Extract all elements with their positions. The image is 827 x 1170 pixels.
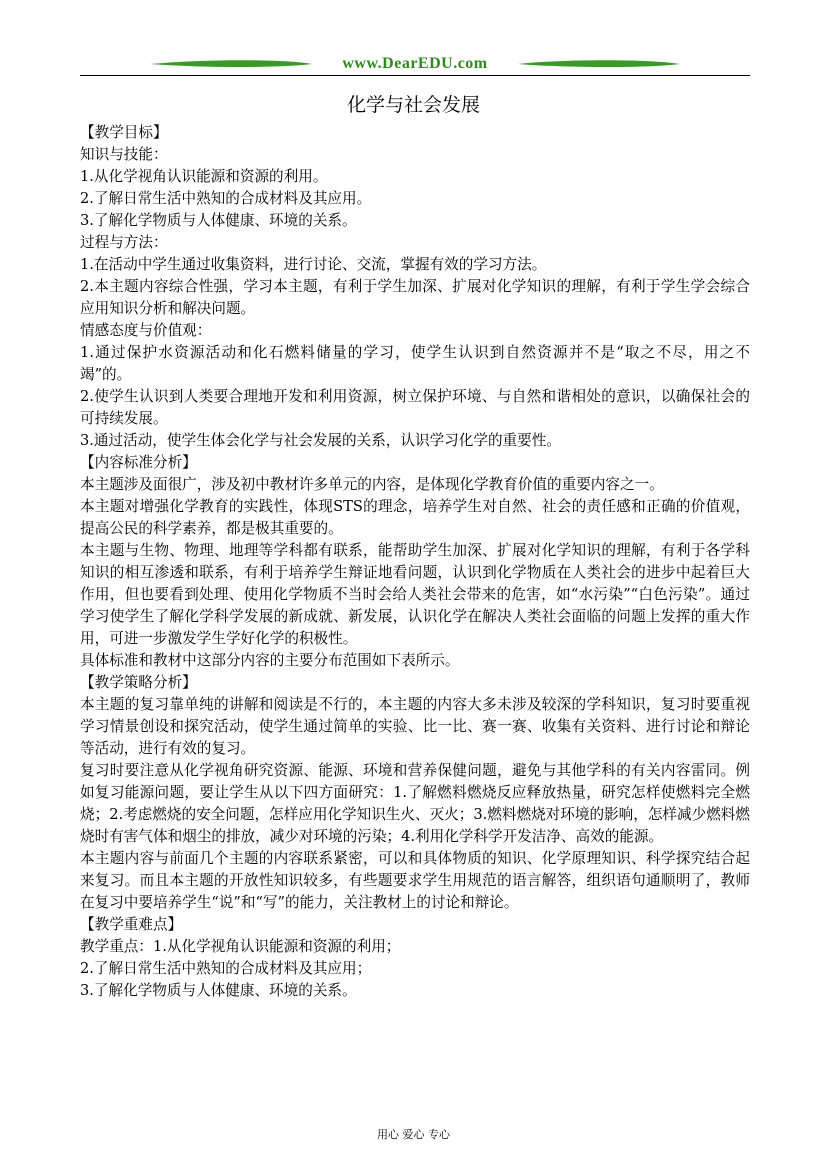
paragraph: 情感态度与价值观： bbox=[80, 322, 212, 339]
paragraph: 【教学策略分析】 bbox=[80, 674, 197, 691]
paragraph: 【教学重难点】 bbox=[80, 916, 183, 933]
paragraph: 1.通过保护水资源活动和化石燃料储量的学习，使学生认识到自然资源并不是“取之不尽，用之不竭”的。 bbox=[80, 344, 750, 383]
paragraph: 本主题对增强化学教育的实践性，体现STS的理念，培养学生对自然、社会的责任感和正确的价值观，提高公民的科学素养，都是极其重要的。 bbox=[80, 498, 750, 537]
paragraph: 教学重点：1.从化学视角认识能源和资源的利用； bbox=[80, 938, 401, 955]
paragraph: 具体标准和教材中这部分内容的主要分布范围如下表所示。 bbox=[80, 652, 460, 669]
paragraph: 知识与技能： bbox=[80, 146, 168, 163]
paragraph: 复习时要注意从化学视角研究资源、能源、环境和营养保健问题，避免与其他学科的有关内容雷同。例如复习能源问题，要让学生从以下四方面研究：1.了解燃料燃烧反应释放热量，研究怎样使燃料完全燃烧；2.考虑燃烧的安全问题，怎样应用化学知识生火、灭火；3.燃料燃烧对环境的影响，怎样减少燃料燃烧时有害气体和烟尘的排放，减少对环境的污染；4.利用化学科学开发洁净、高效的能源。 bbox=[80, 762, 750, 845]
paragraph: 本主题内容与前面几个主题的内容联系紧密，可以和具体物质的知识、化学原理知识、科学探究结合起来复习。而且本主题的开放性知识较多，有些题要求学生用规范的语言解答，组织语句通顺明了，教师在复习中要培养学生“说”和“写”的能力，关注教材上的讨论和辩论。 bbox=[80, 850, 750, 911]
page-title: 化学与社会发展 bbox=[346, 94, 480, 116]
paragraph: 1.在活动中学生通过收集资料，进行讨论、交流，掌握有效的学习方法。 bbox=[80, 256, 547, 273]
paragraph: 3.了解化学物质与人体健康、环境的关系。 bbox=[80, 212, 357, 229]
header-divider bbox=[80, 75, 750, 76]
paragraph: 3.通过活动，使学生体会化学与社会发展的关系，认识学习化学的重要性。 bbox=[80, 432, 561, 449]
paragraph: 1.从化学视角认识能源和资源的利用。 bbox=[80, 168, 328, 185]
paragraph: 2.本主题内容综合性强，学习本主题，有利于学生加深、扩展对化学知识的理解，有利于学生学会综合应用知识分析和解决问题。 bbox=[80, 278, 750, 317]
paragraph: 2.使学生认识到人类要合理地开发和利用资源，树立保护环境、与自然和谐相处的意识，以确保社会的可持续发展。 bbox=[80, 388, 750, 427]
paragraph: 本主题的复习靠单纯的讲解和阅读是不行的，本主题的内容大多未涉及较深的学科知识，复习时要重视学习情景创设和探究活动，使学生通过简单的实验、比一比、赛一赛、收集有关资料、进行讨论和辩论等活动，进行有效的复习。 bbox=[80, 696, 750, 757]
logo-text: www.DearEDU.com bbox=[342, 55, 488, 72]
paragraph: 过程与方法： bbox=[80, 234, 168, 251]
paragraph: 【内容标准分析】 bbox=[80, 454, 197, 471]
paragraph: 本主题与生物、物理、地理等学科都有联系，能帮助学生加深、扩展对化学知识的理解，有利于各学科知识的相互渗透和联系，有利于培养学生辩证地看问题，认识到化学物质在人类社会的进步中起着巨大作用，但也要看到处理、使用化学物质不当时会给人类社会带来的危害，如“水污染”“白色污染”。通过学习使学生了解化学科学发展的新成就、新发展，认识化学在解决人类社会面临的问题上发挥的重大作用，可进一步激发学生学好化学的积极性。 bbox=[80, 542, 750, 647]
paragraph: 2.了解日常生活中熟知的合成材料及其应用； bbox=[80, 960, 372, 977]
paragraph: 2.了解日常生活中熟知的合成材料及其应用。 bbox=[80, 190, 372, 207]
paragraph: 3.了解化学物质与人体健康、环境的关系。 bbox=[80, 982, 357, 999]
page-footer: 用心 爱心 专心 bbox=[377, 1128, 450, 1141]
paragraph: 【教学目标】 bbox=[80, 124, 168, 141]
paragraph: 本主题涉及面很广，涉及初中教材许多单元的内容，是体现化学教育价值的重要内容之一。 bbox=[80, 476, 664, 493]
document-body bbox=[80, 122, 750, 1002]
